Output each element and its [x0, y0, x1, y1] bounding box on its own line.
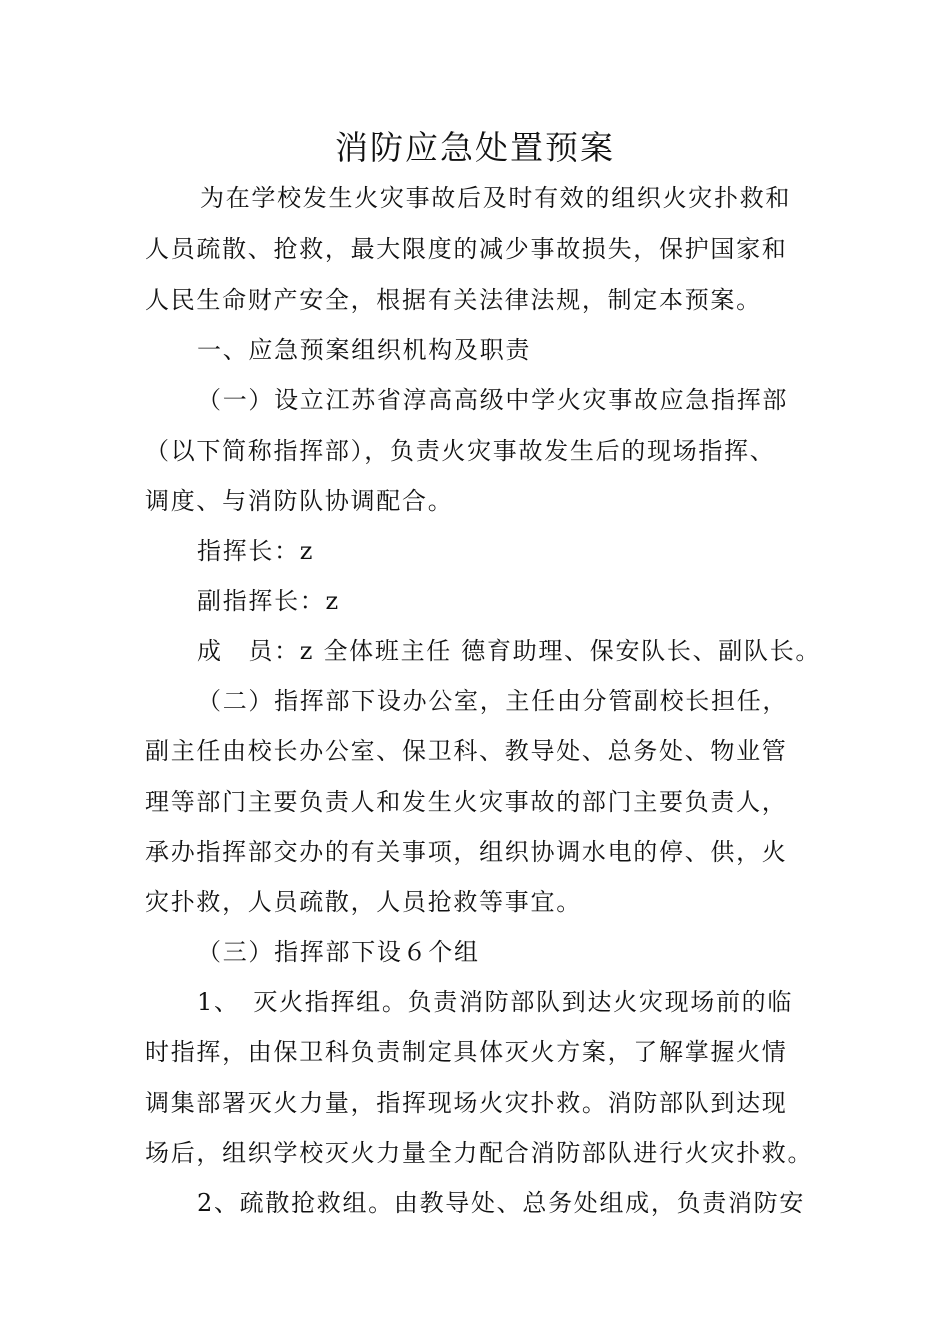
paragraph-line: 成 员：z 全体班主任 德育助理、保安队长、副队长。: [197, 637, 822, 665]
paragraph-line: （二）指挥部下设办公室，主任由分管副校长担任，: [197, 687, 789, 715]
paragraph-line: （以下简称指挥部），负责火灾事故发生后的现场指挥、: [145, 437, 776, 465]
paragraph-line: 1、 灭火指挥组。负责消防部队到达火灾现场前的临: [197, 988, 794, 1016]
document-title: 消防应急处置预案: [335, 128, 615, 167]
paragraph-line: 副指挥长：z: [197, 587, 340, 615]
paragraph-line: 承办指挥部交办的有关事项，组织协调水电的停、供，火: [145, 838, 788, 866]
paragraph-line: 人员疏散、抢救，最大限度的减少事故损失，保护国家和: [145, 235, 788, 263]
paragraph-line: 人民生命财产安全，根据有关法律法规，制定本预案。: [145, 286, 762, 314]
paragraph-line: （一）设立江苏省淳高高级中学火灾事故应急指挥部: [197, 386, 789, 414]
paragraph-line: 时指挥，由保卫科负责制定具体灭火方案，了解掌握火情: [145, 1038, 788, 1066]
section-heading: 一、应急预案组织机构及职责: [197, 336, 532, 364]
paragraph-line: 理等部门主要负责人和发生火灾事故的部门主要负责人，: [145, 788, 788, 816]
paragraph-line: 调度、与消防队协调配合。: [145, 487, 454, 515]
paragraph-line: 灾扑救，人员疏散，人员抢救等事宜。: [145, 888, 582, 916]
paragraph-line: 副主任由校长办公室、保卫科、教导处、总务处、物业管: [145, 737, 788, 765]
paragraph-line: 指挥长：z: [197, 537, 315, 565]
paragraph-line: 2、疏散抢救组。由教导处、总务处组成，负责消防安: [197, 1189, 806, 1217]
paragraph-line: 场后，组织学校灭火力量全力配合消防部队进行火灾扑救。: [145, 1139, 814, 1167]
paragraph-line: 为在学校发生火灾事故后及时有效的组织火灾扑救和: [200, 184, 792, 212]
paragraph-line: （三）指挥部下设６个组: [197, 938, 480, 966]
paragraph-line: 调集部署灭火力量，指挥现场火灾扑救。消防部队到达现: [145, 1089, 788, 1117]
